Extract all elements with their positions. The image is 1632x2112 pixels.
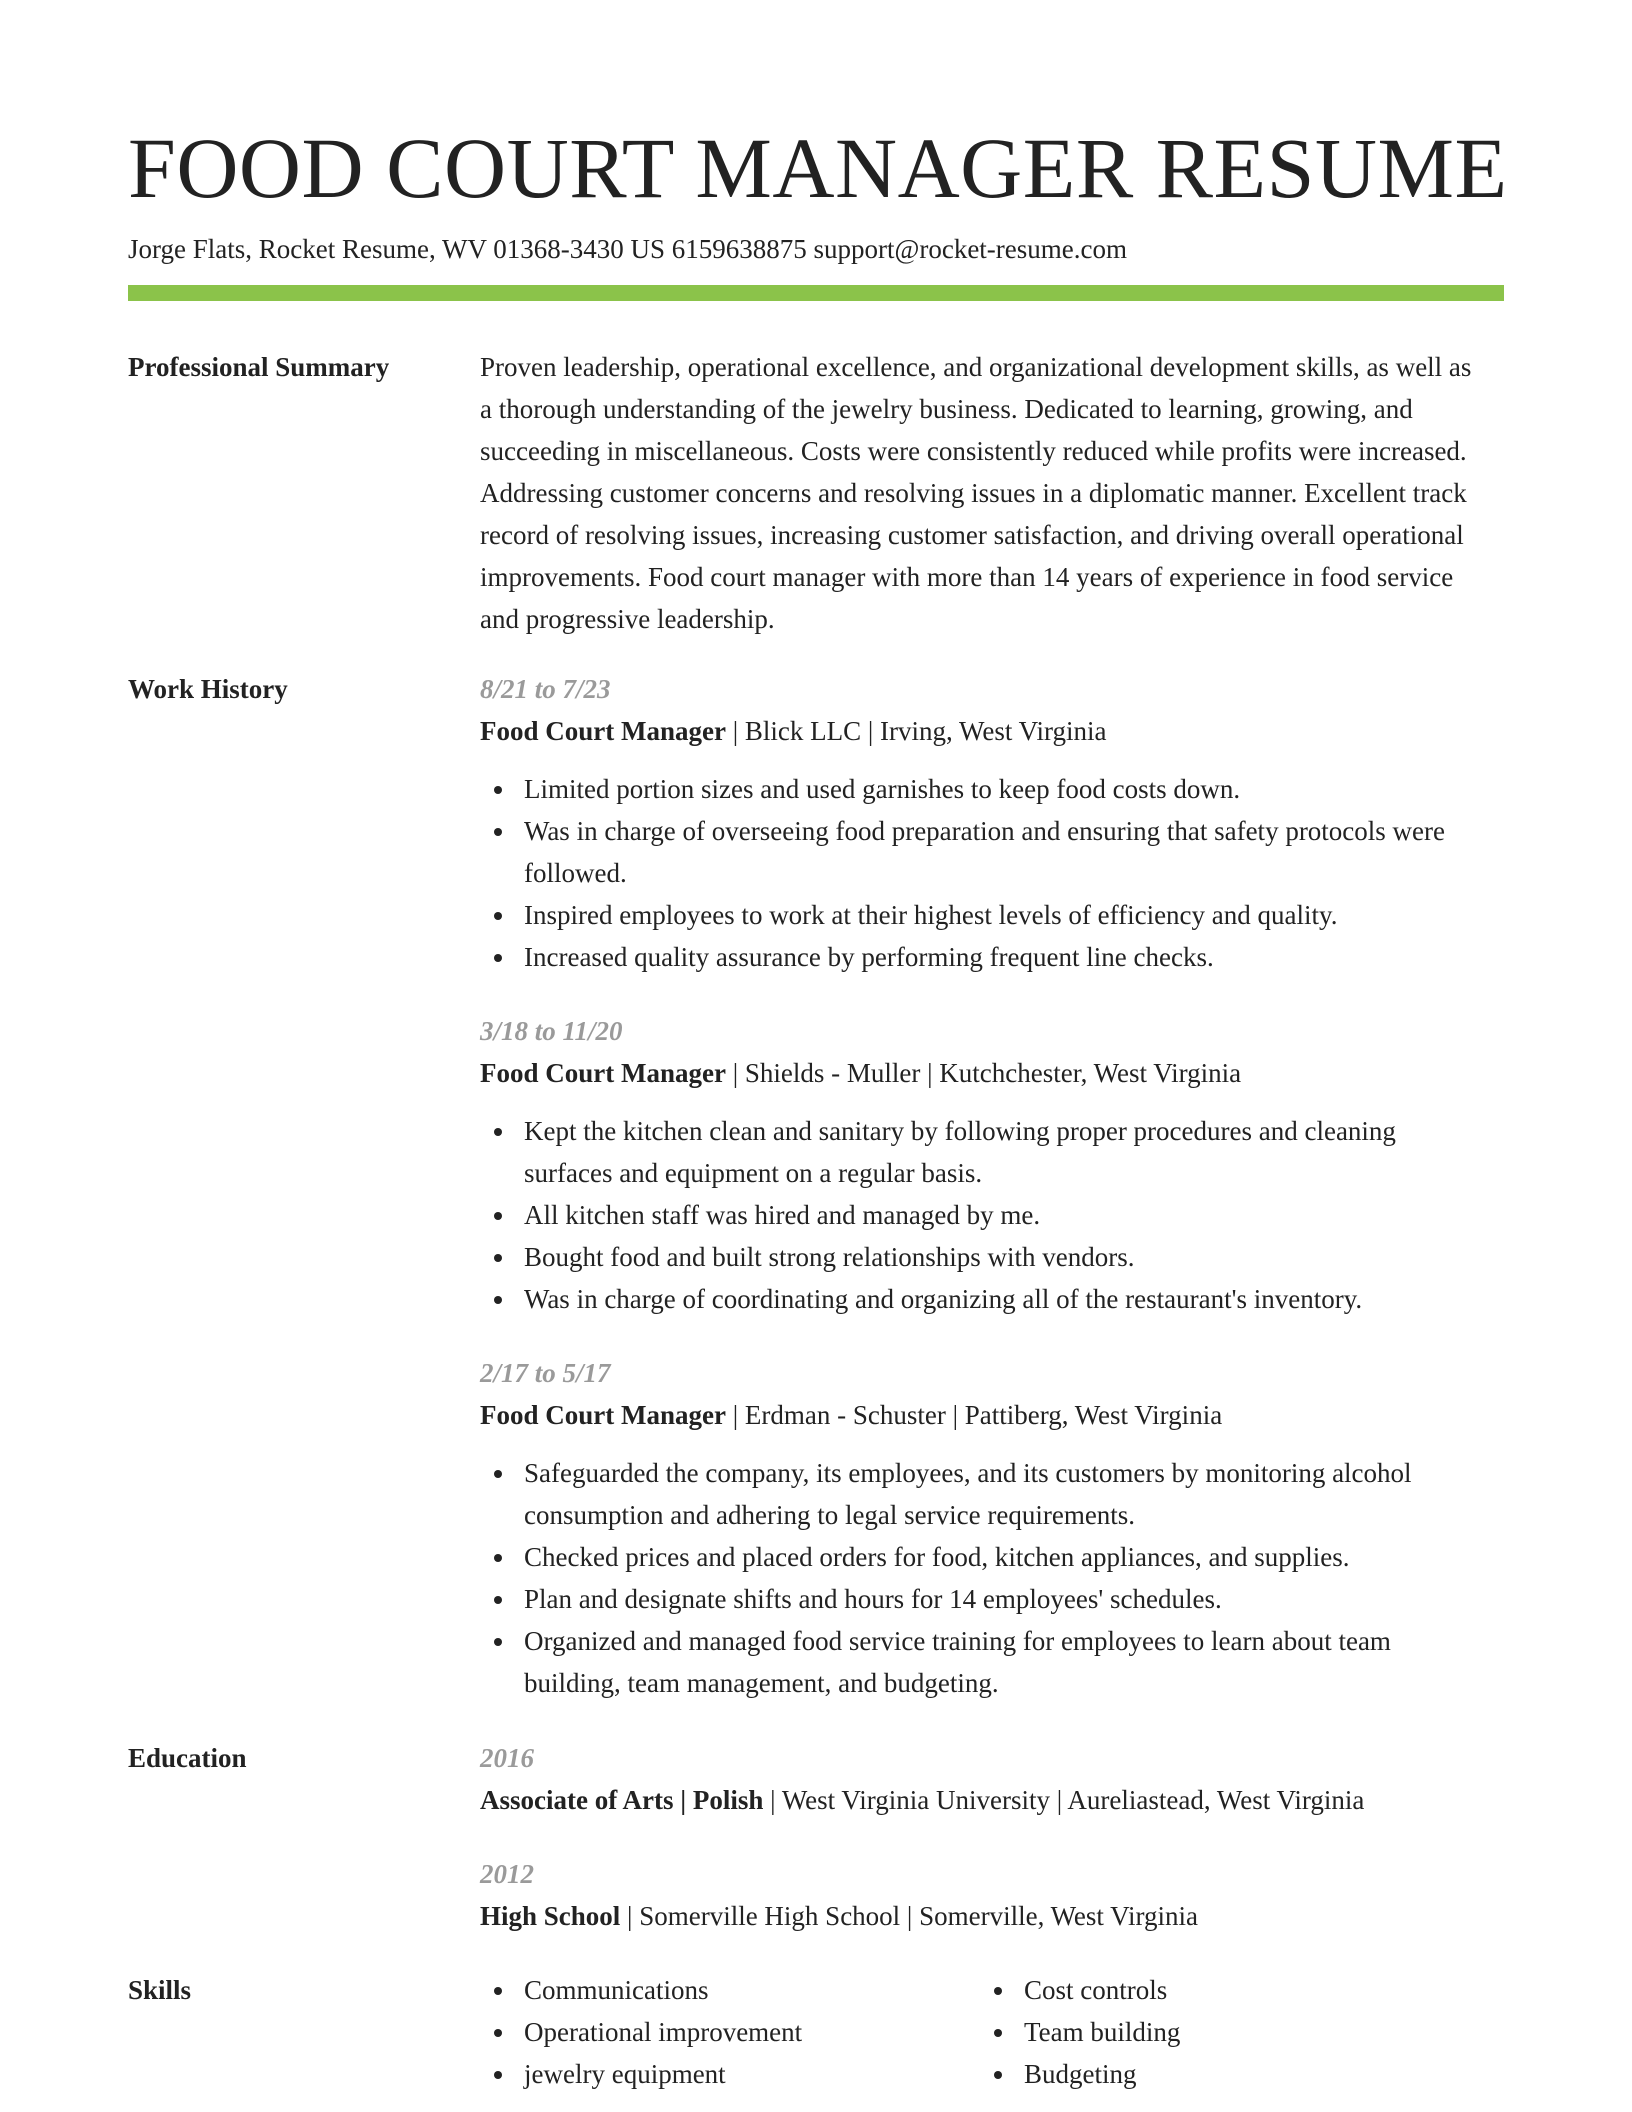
skills-column-left [480, 1969, 980, 2095]
skills-column-right [980, 1969, 1480, 2095]
section-label-work-history: Work History [128, 674, 288, 704]
education-body [480, 1737, 1480, 1937]
education-entry [480, 1737, 1480, 1821]
education-line [480, 1895, 1480, 1937]
job-details: | Erdman - Schuster | Pattiberg, West Virginia [725, 1400, 1223, 1430]
work-history-body [480, 668, 1480, 1704]
skills-grid [480, 1969, 1480, 2095]
resume-title: FOOD COURT MANAGER RESUME [128, 120, 1508, 216]
job-bullet: Kept the kitchen clean and sanitary by following proper procedures and cleaning surfaces and equipment on a regular basis. [524, 1110, 1480, 1194]
job-dates: 3/18 to 11/20 [480, 1016, 623, 1046]
job-bullets [480, 1110, 1480, 1320]
job-bullet: Limited portion sizes and used garnishes to keep food costs down. [524, 768, 1480, 810]
skill-item: jewelry equipment [524, 2053, 980, 2095]
section-label-education: Education [128, 1743, 247, 1773]
section-label-summary: Professional Summary [128, 352, 390, 382]
job-title: Food Court Manager [480, 1400, 726, 1430]
education-details: | Somerville High School | Somerville, West Virginia [620, 1901, 1199, 1931]
education-details: | West Virginia University | Aureliastead, West Virginia [763, 1785, 1365, 1815]
contact-line: Jorge Flats, Rocket Resume, WV 01368-3430 US 6159638875 support@rocket-resume.com [128, 234, 1127, 264]
job-bullet: Organized and managed food service training for employees to learn about team building, team management, and budgeting. [524, 1620, 1480, 1704]
job-bullet: Bought food and built strong relationships with vendors. [524, 1236, 1480, 1278]
job-title: Food Court Manager [480, 716, 726, 746]
summary-text: Proven leadership, operational excellence, and organizational development skills, as well as a thorough understanding of the jewelry business. Dedicated to learning, growing, and succeeding in miscellaneous. Costs were consistently reduced while profits were increased. Addressing customer concerns and resolving issues in a diplomatic manner. Excellent track record of resolving issues, increasing customer satisfaction, and driving overall operational improvements. Food court manager with more than 14 years of experience in food service and progressive leadership. [480, 352, 1472, 634]
job-bullet: Plan and designate shifts and hours for 14 employees' schedules. [524, 1578, 1480, 1620]
job-bullets [480, 768, 1480, 978]
job-dates: 8/21 to 7/23 [480, 674, 611, 704]
skill-item: Team building [1024, 2011, 1480, 2053]
skill-item: Communications [524, 1969, 980, 2011]
job-details: | Blick LLC | Irving, West Virginia [725, 716, 1107, 746]
section-label-skills: Skills [128, 1975, 192, 2005]
skill-item: Cost controls [1024, 1969, 1480, 2011]
job-bullets [480, 1452, 1480, 1704]
education-degree: High School [480, 1901, 621, 1931]
job-bullet: Safeguarded the company, its employees, and its customers by monitoring alcohol consumption and adhering to legal service requirements. [524, 1452, 1480, 1536]
job-bullet: Was in charge of coordinating and organizing all of the restaurant's inventory. [524, 1278, 1480, 1320]
job-title: Food Court Manager [480, 1058, 726, 1088]
job-bullet: Increased quality assurance by performing frequent line checks. [524, 936, 1480, 978]
skills-body [480, 1969, 1480, 2095]
education-line [480, 1779, 1480, 1821]
job-bullet: All kitchen staff was hired and managed by me. [524, 1194, 1480, 1236]
job-entry [480, 668, 1480, 978]
skill-item: Operational improvement [524, 2011, 980, 2053]
job-dates: 2/17 to 5/17 [480, 1358, 611, 1388]
job-bullet: Checked prices and placed orders for food, kitchen appliances, and supplies. [524, 1536, 1480, 1578]
education-year: 2016 [480, 1743, 534, 1773]
job-role-line [480, 1394, 1480, 1436]
job-entry [480, 1010, 1480, 1320]
job-entry [480, 1352, 1480, 1704]
job-role-line [480, 710, 1480, 752]
education-entry [480, 1853, 1480, 1937]
header-divider [128, 285, 1504, 301]
summary-body [480, 346, 1480, 640]
job-bullet: Was in charge of overseeing food preparation and ensuring that safety protocols were followed. [524, 810, 1480, 894]
job-bullet: Inspired employees to work at their highest levels of efficiency and quality. [524, 894, 1480, 936]
education-year: 2012 [480, 1859, 534, 1889]
job-role-line [480, 1052, 1480, 1094]
skill-item: Budgeting [1024, 2053, 1480, 2095]
job-details: | Shields - Muller | Kutchchester, West Virginia [725, 1058, 1242, 1088]
education-degree: Associate of Arts | Polish [480, 1785, 764, 1815]
